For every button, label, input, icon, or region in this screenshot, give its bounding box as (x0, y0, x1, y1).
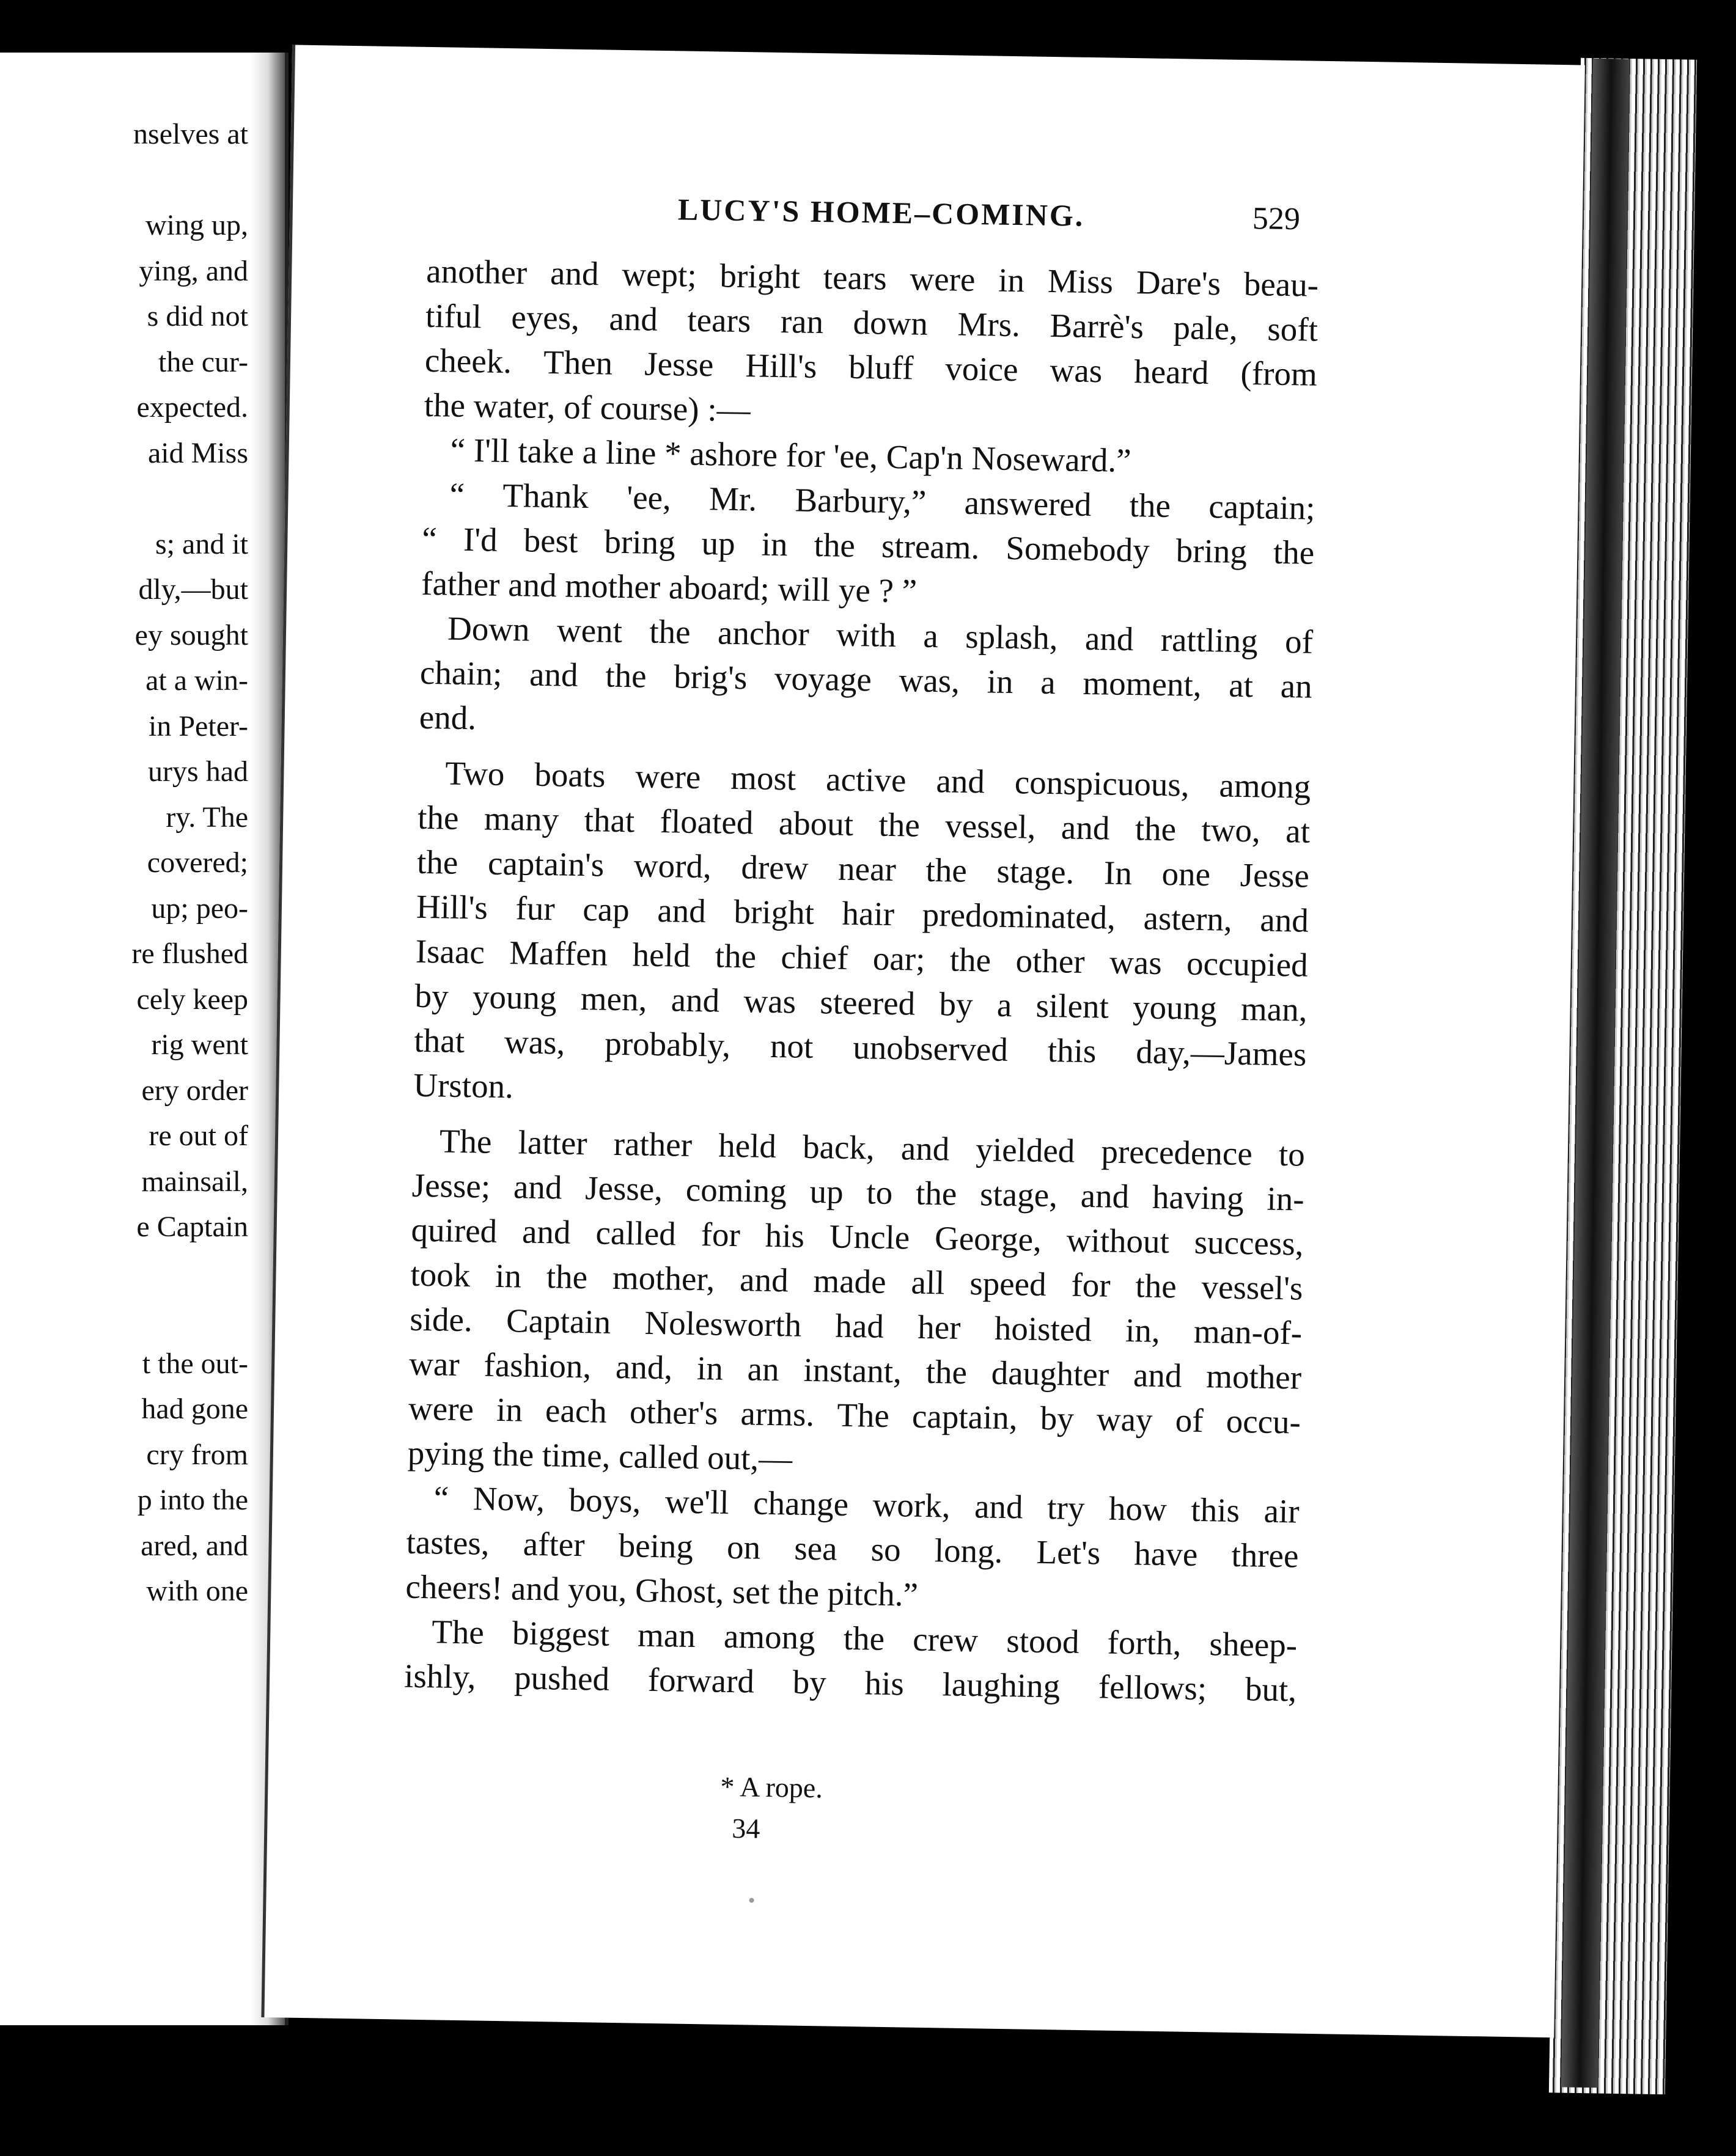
word: vessel, (944, 807, 1036, 846)
word: Uncle (829, 1217, 910, 1256)
left-page-line: at a win- (145, 664, 248, 697)
left-page-line: wing up, (145, 209, 248, 241)
word: the (1129, 486, 1171, 525)
word: for (1071, 1266, 1111, 1304)
word: and (1080, 1176, 1130, 1216)
word: tiful (425, 296, 482, 336)
word: word, (633, 846, 712, 886)
word: and (739, 1261, 789, 1299)
word: (from (1240, 354, 1318, 393)
word: and (1259, 901, 1309, 939)
word: arms. (740, 1395, 815, 1434)
word: conspicuous, (1014, 763, 1190, 804)
word: I'd (463, 520, 498, 559)
word: up (701, 524, 736, 562)
word: floated (660, 802, 754, 842)
word: ishly, (403, 1657, 476, 1696)
text-line-content: end. (419, 698, 477, 737)
word: tears (823, 258, 888, 297)
word: rattling (1160, 620, 1259, 660)
word: young (1132, 988, 1218, 1027)
word: bring (604, 522, 676, 562)
word: tears (687, 301, 751, 340)
word: Now, (473, 1480, 545, 1519)
word: at (1228, 666, 1254, 705)
word: bright (719, 257, 801, 296)
word: the (416, 843, 458, 881)
word: young (472, 978, 557, 1017)
word: Hill's (416, 887, 488, 926)
word: the (546, 1258, 588, 1296)
word: sheep- (1209, 1625, 1298, 1664)
word: the (417, 798, 459, 837)
word: forth, (1107, 1623, 1182, 1662)
word: without (1066, 1221, 1170, 1261)
text-line-content: the water, of course) :— (424, 386, 751, 429)
word: mother (1205, 1357, 1302, 1396)
left-page-line: t the out- (142, 1347, 248, 1380)
word: fellows; (1098, 1668, 1207, 1707)
word: we'll (664, 1483, 730, 1521)
word: his (765, 1216, 805, 1255)
word: Hill's (745, 346, 817, 385)
word: Captain (506, 1302, 611, 1341)
word: down (853, 303, 929, 342)
word: men, (580, 979, 647, 1018)
word: the (915, 1174, 957, 1212)
word: fashion, (484, 1346, 592, 1385)
word: Thank (502, 476, 589, 516)
word: this (1190, 1491, 1240, 1530)
word: man (637, 1616, 696, 1655)
word: The (431, 1613, 485, 1651)
word: boys, (568, 1481, 641, 1520)
word: were (634, 757, 701, 796)
word: way (1096, 1400, 1153, 1439)
word: all (911, 1263, 945, 1302)
text-line-content: “ I'll take a line * ashore for 'ee, Cap'n Noseward.” (450, 431, 1132, 480)
word: active (825, 760, 907, 799)
word: this (1047, 1032, 1097, 1070)
word: and, (615, 1348, 673, 1387)
left-page-line: rig went (151, 1028, 248, 1061)
word: of (1284, 623, 1314, 661)
word: two, (1201, 810, 1261, 849)
word: vessel's (1201, 1268, 1303, 1307)
word: yielded (975, 1131, 1075, 1170)
word: in (496, 1390, 523, 1429)
word: that (584, 801, 635, 840)
word: how (1108, 1489, 1168, 1528)
word: occupied (1186, 944, 1309, 984)
word: among (1219, 766, 1311, 805)
word: called (595, 1214, 677, 1253)
word: In (1103, 854, 1133, 892)
word: an (1280, 667, 1313, 705)
word: pushed (513, 1659, 610, 1698)
word: probably, (604, 1024, 731, 1064)
word: by (414, 977, 449, 1015)
left-page-line: p into the (137, 1484, 248, 1516)
word: stood (1006, 1622, 1080, 1660)
word: unobserved (852, 1028, 1009, 1068)
word: went (556, 611, 623, 650)
word: Down (447, 609, 531, 648)
left-page-line: urys had (148, 755, 248, 788)
word: Two (444, 754, 505, 793)
word: man-of- (1193, 1312, 1303, 1352)
word: the (843, 1619, 885, 1657)
word: on (726, 1528, 761, 1566)
word: Dare's (1136, 263, 1221, 302)
word: and (671, 981, 720, 1019)
word: the (925, 851, 968, 889)
word: sea (793, 1529, 838, 1568)
word: the (1135, 1267, 1177, 1305)
word: in (761, 525, 789, 563)
word: oar; (872, 939, 925, 978)
word: a (1040, 663, 1056, 702)
word: after (523, 1525, 586, 1564)
word: ran (780, 302, 824, 341)
word: were (910, 260, 976, 298)
word: biggest (512, 1614, 610, 1653)
word: most (730, 758, 796, 798)
word: voice (944, 350, 1019, 389)
word: precedence (1101, 1132, 1253, 1173)
word: 'ee, (626, 479, 672, 517)
word: Jesse; (411, 1166, 491, 1205)
left-page-line: covered; (147, 846, 248, 879)
word: laughing (942, 1665, 1061, 1705)
word: long. (934, 1531, 1003, 1570)
word: was (1109, 943, 1163, 981)
word: and (550, 254, 600, 293)
word: quired (411, 1211, 498, 1250)
word: near (837, 849, 897, 889)
left-page-line: had gone (141, 1393, 248, 1425)
left-page-line: up; peo- (151, 892, 248, 925)
word: crew (912, 1620, 979, 1659)
word: eyes, (510, 298, 580, 337)
word: in (495, 1256, 522, 1295)
word: work, (872, 1486, 951, 1525)
word: in (696, 1349, 724, 1387)
left-facing-page (0, 53, 289, 2025)
word: best (523, 521, 578, 560)
word: a (922, 617, 939, 655)
word: bring (1175, 532, 1248, 571)
word: Isaac (415, 932, 485, 971)
word: occu- (1226, 1402, 1301, 1441)
word: and (657, 891, 707, 930)
word: and (974, 1487, 1024, 1526)
word: the (925, 1352, 968, 1391)
word: having (1152, 1178, 1245, 1217)
word: and (609, 299, 658, 338)
word: boats (534, 755, 606, 794)
left-page-line: mainsail, (141, 1165, 248, 1198)
word: hair (842, 894, 895, 933)
word: for (701, 1216, 741, 1254)
word: was (743, 982, 796, 1021)
word: and (1133, 1356, 1182, 1395)
word: was, (899, 661, 960, 700)
word: answered (964, 483, 1092, 524)
word: by (792, 1663, 827, 1701)
word: a (996, 986, 1012, 1024)
left-page-line: ared, and (141, 1529, 248, 1562)
word: splash, (965, 617, 1059, 657)
word: Jesse, (584, 1169, 663, 1208)
word: captain's (487, 844, 605, 884)
word: that (414, 1021, 465, 1060)
word: silent (1035, 986, 1109, 1025)
word: the (814, 526, 856, 564)
word: predominated, (922, 895, 1116, 936)
left-page-line: aid Miss (147, 436, 248, 469)
word: soft (1267, 310, 1319, 348)
word: other's (629, 1393, 718, 1432)
speck (749, 1898, 754, 1903)
word: steered (819, 983, 916, 1022)
word: among (723, 1617, 816, 1657)
word: hoisted (994, 1309, 1092, 1349)
word: brig's (673, 658, 748, 697)
word: forward (647, 1660, 755, 1700)
word: and (936, 762, 985, 801)
text-line-content: pying the time, called out,— (407, 1434, 793, 1478)
word: chain; (419, 653, 502, 692)
word: and (513, 1168, 562, 1206)
word: in, (1125, 1311, 1161, 1349)
word: another (425, 252, 528, 292)
word: stream. (881, 527, 980, 566)
word: day,—James (1135, 1033, 1307, 1073)
word: stage, (979, 1175, 1058, 1214)
word: The (836, 1396, 890, 1435)
word: Mr. (708, 480, 757, 518)
word: were (408, 1389, 474, 1428)
word: have (1133, 1535, 1198, 1573)
left-page-line: expected. (136, 391, 248, 424)
left-page-line: s; and it (155, 527, 248, 560)
word: Maffen (509, 934, 608, 973)
word: pale, (1173, 309, 1238, 347)
word: held (632, 936, 691, 974)
word: not (770, 1027, 814, 1065)
word: the (949, 941, 991, 979)
word: drew (741, 848, 809, 887)
word: war (408, 1344, 460, 1383)
word: try (1046, 1489, 1085, 1527)
word: made (813, 1262, 887, 1300)
signature-mark: 34 (731, 1813, 760, 1844)
word: man, (1240, 989, 1308, 1028)
word: astern, (1143, 899, 1233, 938)
word: moment, (1083, 664, 1202, 703)
word: heard (1133, 353, 1209, 392)
word: the (1135, 810, 1177, 848)
word: to (1278, 1135, 1306, 1173)
word: side. (409, 1300, 473, 1339)
left-page-line: s did not (147, 300, 248, 332)
word: rather (613, 1124, 693, 1164)
word: Barbury,” (795, 481, 927, 521)
word: each (545, 1392, 608, 1430)
body-text (404, 249, 1319, 1712)
word: Miss (1047, 262, 1114, 301)
page-number: 529 (1252, 201, 1301, 237)
word: “ (421, 519, 438, 558)
word: “ (449, 475, 465, 513)
word: daughter (991, 1354, 1109, 1393)
running-header: LUCY'S HOME–COMING. (677, 192, 1085, 233)
word: so (870, 1530, 902, 1569)
word: latter (518, 1123, 588, 1162)
word: speed (969, 1264, 1047, 1304)
word: three (1231, 1536, 1299, 1575)
word: Let's (1036, 1533, 1101, 1572)
word: captain; (1208, 488, 1315, 527)
word: and (900, 1129, 950, 1168)
word: coming (685, 1170, 787, 1210)
word: was, (504, 1023, 565, 1062)
text-line-content: cheers! and you, Ghost, set the pitch.” (405, 1568, 919, 1613)
word: was (1050, 351, 1103, 390)
word: fur (515, 889, 556, 928)
word: captain, (911, 1397, 1018, 1437)
left-page-line: ery order (141, 1074, 248, 1107)
word: Jesse (644, 345, 714, 384)
word: and (1061, 809, 1110, 847)
word: wept; (621, 255, 697, 294)
word: by (1040, 1399, 1075, 1437)
word: tastes, (406, 1523, 490, 1562)
word: the (715, 937, 757, 975)
word: chief (781, 938, 848, 977)
word: air (1263, 1492, 1300, 1530)
left-page-line: re out of (149, 1120, 248, 1152)
left-page-line: in Peter- (149, 710, 248, 743)
word: stage. (996, 852, 1075, 891)
word: and (1084, 619, 1134, 658)
word: his (864, 1664, 905, 1703)
word: bright (734, 892, 815, 931)
word: success, (1194, 1223, 1304, 1263)
word: George, (934, 1219, 1042, 1258)
word: beau- (1243, 265, 1319, 304)
word: in- (1267, 1179, 1305, 1218)
word: bluff (848, 348, 914, 387)
left-page-line: ey sought (134, 618, 248, 651)
left-page-line: the cur- (158, 345, 248, 378)
word: had (835, 1307, 885, 1345)
word: one (1161, 854, 1211, 893)
word: an (747, 1350, 780, 1388)
left-page-line: cry from (146, 1438, 248, 1471)
word: mother, (612, 1258, 715, 1298)
word: of (1175, 1401, 1204, 1440)
word: in (987, 662, 1014, 701)
word: back, (802, 1128, 875, 1167)
word: cap (582, 890, 630, 929)
left-page-line: ry. The (166, 801, 248, 834)
left-page-line: nselves at (133, 118, 248, 150)
word: Barrè's (1050, 306, 1144, 346)
word: Nolesworth (644, 1304, 802, 1344)
word: with (836, 615, 897, 654)
word: and (521, 1212, 572, 1251)
right-page (261, 45, 1584, 2037)
word: the (878, 805, 921, 844)
word: being (618, 1527, 694, 1565)
word: Then (543, 343, 613, 382)
word: took (410, 1255, 471, 1294)
word: by (939, 985, 974, 1024)
left-page-line: dly,—but (138, 573, 248, 606)
word: anchor (717, 614, 810, 653)
word: other (1015, 942, 1086, 980)
word: the (605, 656, 647, 695)
left-page-line: cely keep (136, 983, 248, 1016)
word: cheek. (424, 341, 512, 381)
word: change (752, 1484, 849, 1523)
left-page-line: ying, and (139, 254, 248, 287)
word: instant, (803, 1351, 902, 1390)
left-page-line: e Captain (136, 1211, 248, 1243)
word: many (484, 799, 559, 838)
left-page-line: re flushed (131, 937, 248, 970)
footnote: * A rope. (720, 1770, 823, 1804)
word: to (866, 1173, 893, 1212)
word: about (778, 804, 854, 843)
word: her (917, 1308, 962, 1346)
text-line-content: Urston. (413, 1066, 514, 1106)
word: but, (1245, 1670, 1297, 1709)
word: voyage (774, 659, 872, 698)
text-line-content: father and mother aboard; will ye ? ” (421, 564, 918, 610)
word: the (1273, 533, 1315, 571)
word: at (1285, 812, 1311, 850)
word: The (439, 1122, 492, 1160)
word: Mrs. (957, 305, 1021, 344)
word: Somebody (1005, 529, 1150, 569)
left-page-line: with one (146, 1575, 248, 1607)
word: and (529, 655, 579, 694)
word: held (718, 1126, 777, 1165)
word: in (998, 261, 1025, 299)
word: Jesse (1240, 856, 1310, 895)
word: up (809, 1172, 844, 1211)
word: “ (433, 1479, 449, 1517)
word: the (649, 612, 691, 651)
